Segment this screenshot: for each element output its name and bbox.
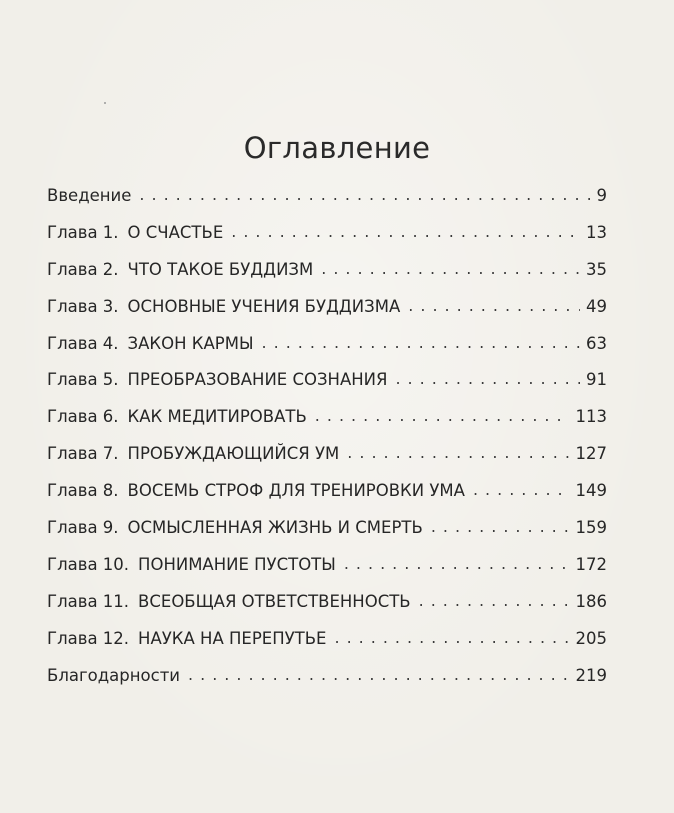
- entry-label: [47, 334, 262, 353]
- page-number: 127: [575, 444, 607, 464]
- entry-label: [47, 370, 395, 389]
- entry-title: ВОСЕМЬ СТРОФ ДЛЯ ТРЕНИРОВКИ УМА: [127, 481, 465, 501]
- page-number: 172: [575, 554, 607, 574]
- page-number: 159: [575, 518, 607, 538]
- page-title: Оглавление: [243, 131, 431, 166]
- entry-label: [47, 518, 431, 537]
- dot-leader: [344, 556, 570, 572]
- dot-leader: [188, 667, 569, 683]
- toc-entry: [47, 629, 607, 666]
- dot-leader: [473, 482, 570, 498]
- entry-title: О СЧАСТЬЕ: [127, 222, 224, 242]
- entry-label: [47, 444, 347, 463]
- dot-leader: [395, 371, 580, 387]
- entry-title: НАУКА НА ПЕРЕПУТЬЕ: [138, 628, 327, 648]
- chapter-number: Глава 12.: [47, 628, 130, 648]
- toc-entry: [47, 444, 607, 481]
- toc-entry: [47, 666, 607, 703]
- entry-label: [47, 407, 315, 426]
- dot-leader: [321, 261, 580, 277]
- dot-leader: [334, 630, 569, 646]
- entry-title: КАК МЕДИТИРОВАТЬ: [127, 407, 307, 427]
- page-number: 219: [575, 665, 607, 685]
- page-number: 9: [596, 186, 607, 205]
- entry-title: ПОНИМАНИЕ ПУСТОТЫ: [138, 554, 336, 574]
- chapter-number: Глава 8.: [47, 481, 119, 501]
- toc-entry: [47, 334, 607, 371]
- entry-title: ПРОБУЖДАЮЩИЙСЯ УМ: [127, 444, 340, 464]
- page-number: 63: [586, 333, 607, 353]
- toc-entry: [47, 297, 607, 334]
- page-number: 149: [575, 481, 607, 501]
- page-number: 35: [586, 259, 607, 279]
- dot-leader: [431, 519, 570, 535]
- dot-leader: [408, 298, 580, 314]
- chapter-number: Глава 3.: [47, 296, 119, 316]
- chapter-number: Глава 9.: [47, 518, 119, 538]
- page-number: 13: [586, 222, 607, 242]
- chapter-number: Глава 11.: [47, 591, 130, 611]
- table-of-contents: [47, 186, 607, 702]
- entry-label: [47, 223, 231, 242]
- dot-leader: [231, 224, 580, 240]
- dot-leader: [419, 593, 570, 609]
- chapter-number: Глава 5.: [47, 370, 119, 390]
- toc-entry: [47, 481, 607, 518]
- page-number: 205: [575, 628, 607, 648]
- page-number: 49: [586, 296, 607, 316]
- entry-label: [47, 555, 344, 574]
- entry-title: ОСМЫСЛЕННАЯ ЖИЗНЬ И СМЕРТЬ: [127, 518, 423, 538]
- dot-leader: [315, 408, 570, 424]
- entry-title: ЗАКОН КАРМЫ: [127, 333, 254, 353]
- entry-title: ПРЕОБРАЗОВАНИЕ СОЗНАНИЯ: [127, 370, 388, 390]
- chapter-number: Глава 6.: [47, 407, 119, 427]
- entry-title: ВСЕОБЩАЯ ОТВЕТСТВЕННОСТЬ: [138, 591, 411, 611]
- page-number: 186: [575, 591, 607, 611]
- dot-leader: [347, 445, 569, 461]
- page-number: 113: [575, 407, 607, 427]
- chapter-number: Глава 7.: [47, 444, 119, 464]
- chapter-number: Глава 10.: [47, 554, 130, 574]
- toc-entry: [47, 260, 607, 297]
- entry-label: [47, 592, 419, 611]
- toc-entry: [47, 186, 607, 223]
- entry-label: [47, 260, 321, 279]
- entry-title: Введение: [47, 186, 132, 205]
- toc-entry: [47, 518, 607, 555]
- entry-label: [47, 481, 473, 500]
- entry-label: [47, 666, 188, 685]
- entry-label: [47, 629, 334, 648]
- page-number: 91: [586, 370, 607, 390]
- chapter-number: Глава 2.: [47, 259, 119, 279]
- dot-leader: [139, 187, 590, 203]
- toc-entry: [47, 592, 607, 629]
- toc-entry: [47, 370, 607, 407]
- dot-leader: [262, 335, 580, 351]
- entry-label: [47, 297, 408, 316]
- entry-title: ОСНОВНЫЕ УЧЕНИЯ БУДДИЗМА: [127, 296, 401, 316]
- paper-speck: [104, 102, 106, 104]
- toc-entry: [47, 407, 607, 444]
- toc-entry: [47, 555, 607, 592]
- chapter-number: Глава 1.: [47, 222, 119, 242]
- toc-entry: [47, 223, 607, 260]
- entry-title: ЧТО ТАКОЕ БУДДИЗМ: [127, 259, 314, 279]
- chapter-number: Глава 4.: [47, 333, 119, 353]
- entry-title: Благодарности: [47, 665, 181, 685]
- entry-label: [47, 186, 139, 205]
